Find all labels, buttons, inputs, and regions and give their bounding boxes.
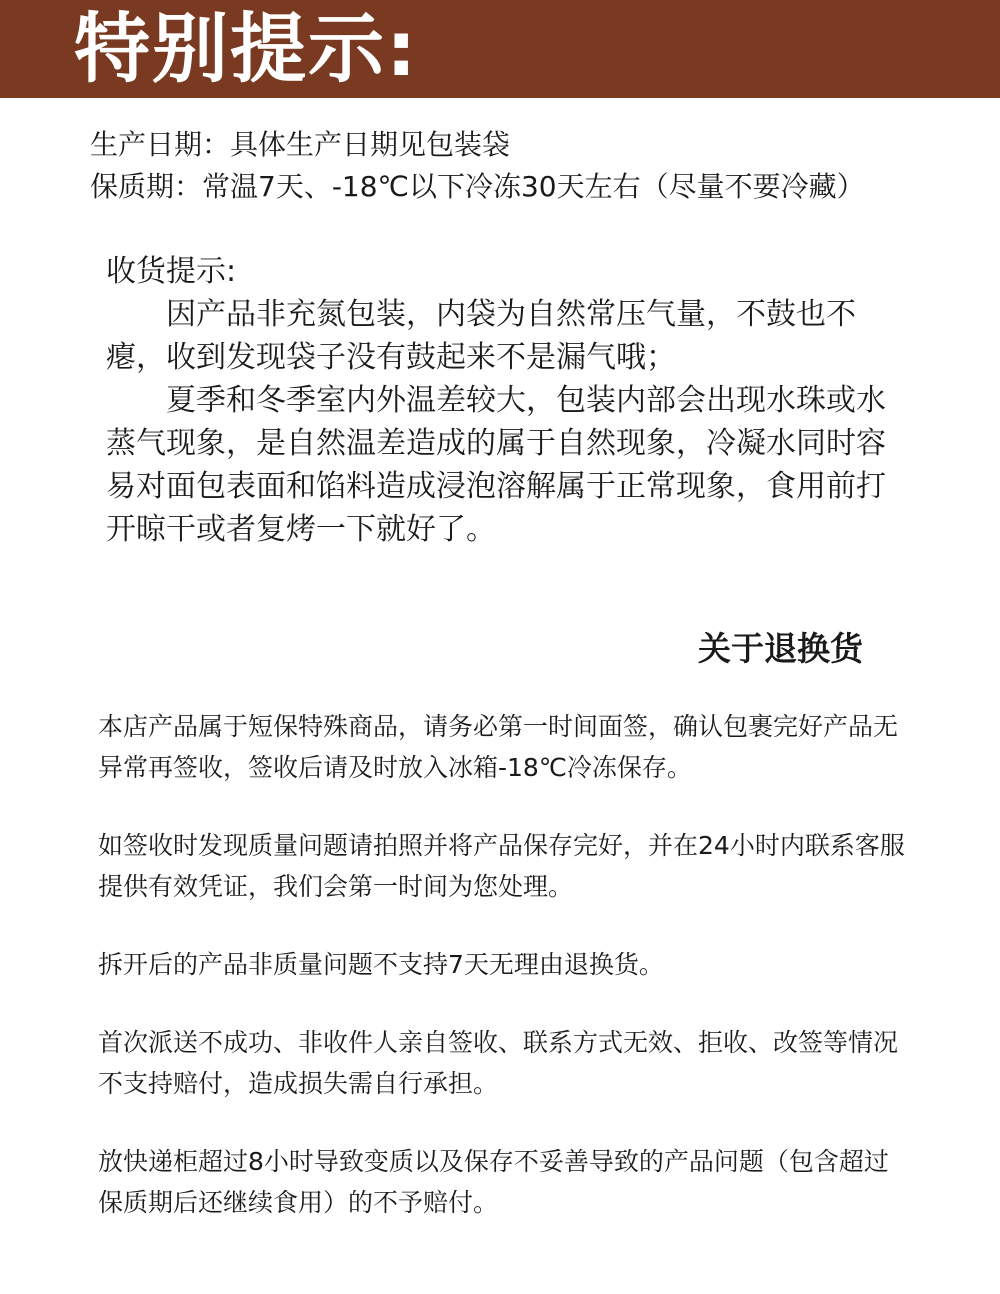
returns-title: 关于退换货 [698,629,863,668]
receiving-notice-title: 收货提示: [106,254,237,289]
production-date: 生产日期：具体生产日期见包装袋 [90,128,511,161]
receiving-notice-paragraph: 夏季和冬季室内外温差较大，包装内部会出现水珠或水蒸气现象，是自然温差造成的属于自然现象，冷凝水同时容易对面包表面和馅料造成浸泡溶解属于正常现象，食用前打开晾干或者复烤一下就好了。 [106,383,886,547]
returns-paragraph: 如签收时发现质量问题请拍照并将产品保存完好，并在24小时内联系客服提供有效凭证，我们会第一时间为您处理。 [98,831,905,901]
returns-paragraph: 本店产品属于短保特殊商品，请务必第一时间面签，确认包裹完好产品无异常再签收，签收后请及时放入冰箱-18℃冷冻保存。 [98,712,899,782]
shelf-life: 保质期：常温7天、-18℃以下冷冻30天左右（尽量不要冷藏） [90,170,865,203]
returns-paragraph: 拆开后的产品非质量问题不支持7天无理由退换货。 [98,950,664,979]
returns-policy [98,706,910,1260]
header-banner [0,0,1000,98]
header-title: 特别提示: [74,4,419,93]
returns-paragraph: 放快递柜超过8小时导致变质以及保存不妥善导致的产品问题（包含超过保质期后还继续食用）的不予赔付。 [98,1147,889,1217]
receiving-notice-paragraph: 因产品非充氮包装，内袋为自然常压气量，不鼓也不瘪，收到发现袋子没有鼓起来不是漏气哦； [106,297,856,375]
returns-paragraph: 首次派送不成功、非收件人亲自签收、联系方式无效、拒收、改签等情况不支持赔付，造成损失需自行承担。 [98,1028,899,1098]
receiving-notice [106,250,908,551]
product-info [90,124,865,208]
